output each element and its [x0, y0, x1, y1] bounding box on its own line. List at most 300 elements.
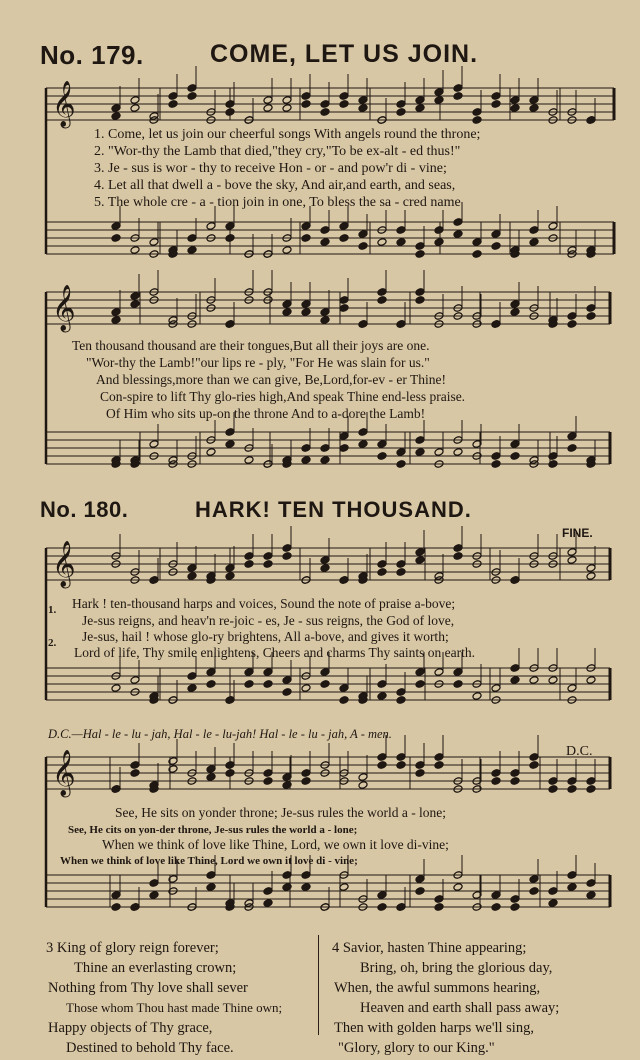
note-head — [244, 560, 254, 569]
note-head — [263, 96, 273, 105]
note-head — [586, 572, 596, 581]
note-head — [415, 556, 425, 565]
note-head — [548, 899, 558, 908]
note-head — [377, 753, 387, 762]
note-head — [491, 92, 501, 101]
note-head — [434, 668, 444, 677]
stanza-line: Thine an everlasting crown; — [74, 960, 237, 976]
note-head — [206, 448, 216, 457]
note-head — [320, 444, 330, 453]
note-head — [415, 761, 425, 770]
note-head — [358, 230, 368, 239]
note-head — [206, 871, 216, 880]
note-head — [396, 568, 406, 577]
note-head — [434, 761, 444, 770]
note-head — [358, 781, 368, 790]
note-head — [282, 300, 292, 309]
treble-clef: 𝄞 — [52, 81, 76, 127]
note-head — [244, 680, 254, 689]
note-head — [548, 777, 558, 786]
note-head — [510, 440, 520, 449]
note-head — [130, 96, 140, 105]
note-head — [567, 871, 577, 880]
note-head — [206, 773, 216, 782]
note-head — [320, 308, 330, 317]
note-head — [586, 116, 596, 125]
note-head — [301, 883, 311, 892]
note-head — [111, 891, 121, 900]
note-head — [187, 672, 197, 681]
note-head — [415, 296, 425, 305]
note-head — [529, 761, 539, 770]
note-head — [434, 238, 444, 247]
note-head — [339, 883, 349, 892]
note-head — [320, 668, 330, 677]
note-head — [567, 312, 577, 321]
note-head — [586, 785, 596, 794]
note-head — [415, 769, 425, 778]
note-head — [301, 92, 311, 101]
note-head — [244, 552, 254, 561]
note-head — [415, 448, 425, 457]
note-head — [472, 692, 482, 701]
note-head — [339, 696, 349, 705]
note-head — [358, 242, 368, 251]
stanza-3 — [46, 938, 282, 1058]
note-head — [510, 300, 520, 309]
stanza-number: 4 — [332, 940, 340, 956]
note-head — [529, 875, 539, 884]
note-head — [491, 452, 501, 461]
note-head — [149, 879, 159, 888]
note-head — [567, 548, 577, 557]
note-head — [358, 96, 368, 105]
treble-clef: 𝄞 — [52, 285, 76, 331]
note-head — [111, 903, 121, 912]
note-head — [510, 452, 520, 461]
note-head — [225, 320, 235, 329]
note-head — [111, 684, 121, 693]
note-head — [510, 576, 520, 585]
note-head — [206, 222, 216, 231]
verse-line: See, He cits on yon-der throne, Je-sus rules the world a - lone; — [68, 824, 358, 836]
stanza-line: "Glory, glory to our King." — [338, 1040, 495, 1056]
verse-line: 3. Je - sus is wor - thy to receive Hon - or - and pow'r di - vine; — [94, 161, 447, 176]
hymn-title: COME, LET US JOIN. — [210, 40, 479, 68]
stanza-line: Bring, oh, bring the glorious day, — [360, 960, 553, 976]
note-head — [434, 226, 444, 235]
note-head — [396, 753, 406, 762]
note-head — [225, 108, 235, 117]
note-head — [491, 903, 501, 912]
hymn-title: HARK! TEN THOUSAND. — [195, 497, 472, 522]
dc-refrain: D.C.—Hal - le - lu - jah, Hal - le - lu-jah! Hal - le - lu - jah, A - men. — [48, 727, 392, 741]
dc-marker: D.C. — [566, 744, 593, 759]
note-head — [567, 777, 577, 786]
note-head — [111, 112, 121, 121]
note-head — [586, 304, 596, 313]
note-head — [225, 769, 235, 778]
verse-line: Je-sus, hail ! whose glo-ry brightens, All a-bove, and gives it worth; — [82, 629, 449, 644]
note-head — [396, 100, 406, 109]
note-head — [339, 100, 349, 109]
column-divider — [318, 935, 319, 1035]
verse-line: "Wor-thy the Lamb!"our lips re - ply, "For He was slain for us." — [86, 355, 430, 370]
note-head — [339, 444, 349, 453]
note-head — [320, 564, 330, 573]
note-head — [396, 320, 406, 329]
note-head — [453, 552, 463, 561]
note-head — [434, 753, 444, 762]
verse-line: See, He sits on yonder throne; Je-sus rules the world a - lone; — [115, 805, 447, 820]
verse-number: 2. — [48, 637, 57, 649]
treble-clef: 𝄞 — [52, 541, 76, 587]
stanza-line: Heaven and earth shall pass away; — [360, 1000, 560, 1016]
note-head — [187, 684, 197, 693]
note-head — [510, 96, 520, 105]
note-head — [529, 96, 539, 105]
note-head — [567, 684, 577, 693]
stanza-line: Nothing from Thy love shall sever — [48, 980, 248, 996]
note-head — [529, 753, 539, 762]
note-head — [491, 684, 501, 693]
note-head — [263, 560, 273, 569]
note-head — [377, 761, 387, 770]
note-head — [263, 777, 273, 786]
note-head — [548, 887, 558, 896]
note-head — [586, 879, 596, 888]
note-head — [225, 440, 235, 449]
note-head — [529, 238, 539, 247]
note-head — [529, 676, 539, 685]
verse-line: Je-sus reigns, and heav'n re-joic - es, Je - sus reigns, the God of love, — [82, 613, 455, 628]
note-head — [282, 552, 292, 561]
note-head — [149, 440, 159, 449]
note-head — [282, 104, 292, 113]
note-head — [301, 222, 311, 231]
verse-line: When we think of love like Thine, Lord, we own it love di-vine; — [102, 837, 449, 852]
note-head — [320, 556, 330, 565]
note-head — [491, 769, 501, 778]
note-head — [510, 903, 520, 912]
note-head — [567, 444, 577, 453]
note-head — [339, 296, 349, 305]
note-head — [510, 895, 520, 904]
note-head — [491, 242, 501, 251]
note-head — [301, 308, 311, 317]
note-head — [263, 668, 273, 677]
note-head — [453, 883, 463, 892]
note-head — [453, 544, 463, 553]
note-head — [472, 116, 482, 125]
note-head — [586, 564, 596, 573]
note-head — [491, 460, 501, 469]
verse-line: And blessings,more than we can give, Be,Lord,for-ev - er Thine! — [96, 372, 446, 387]
note-head — [548, 785, 558, 794]
note-head — [358, 428, 368, 437]
note-head — [396, 761, 406, 770]
note-head — [130, 292, 140, 301]
note-head — [282, 676, 292, 685]
note-head — [320, 680, 330, 689]
note-head — [434, 448, 444, 457]
note-head — [187, 92, 197, 101]
note-head — [453, 448, 463, 457]
note-head — [472, 238, 482, 247]
note-head — [434, 895, 444, 904]
note-head — [339, 222, 349, 231]
note-head — [111, 316, 121, 325]
note-head — [415, 548, 425, 557]
note-head — [377, 288, 387, 297]
treble-clef: 𝄞 — [52, 750, 76, 796]
note-head — [415, 887, 425, 896]
note-head — [491, 320, 501, 329]
note-head — [358, 773, 368, 782]
note-head — [567, 320, 577, 329]
note-head — [396, 460, 406, 469]
note-head — [282, 96, 292, 105]
note-head — [453, 680, 463, 689]
note-head — [263, 680, 273, 689]
note-head — [415, 680, 425, 689]
note-head — [149, 576, 159, 585]
note-head — [301, 871, 311, 880]
verse-line: Of Him who sits up-on the throne And to a-dore the Lamb! — [106, 406, 426, 421]
note-head — [510, 777, 520, 786]
note-head — [510, 308, 520, 317]
verse-number: 1. — [48, 604, 57, 616]
stanza-line: Happy objects of Thy grace, — [48, 1020, 213, 1036]
note-head — [301, 777, 311, 786]
stanza-line: When, the awful summons hearing, — [334, 980, 541, 996]
note-head — [225, 696, 235, 705]
verse-line: When we think of love like Thine, Lord we own it love di - vine; — [60, 855, 358, 867]
note-head — [396, 238, 406, 247]
note-head — [453, 92, 463, 101]
stanza-line: 3 King of glory reign forever; — [46, 940, 219, 956]
note-head — [225, 572, 235, 581]
note-head — [586, 676, 596, 685]
note-head — [377, 452, 387, 461]
note-head — [491, 891, 501, 900]
note-head — [567, 556, 577, 565]
note-head — [187, 564, 197, 573]
note-head — [244, 456, 254, 465]
note-head — [206, 883, 216, 892]
verse-line: 5. The whole cre - a - tion join in one, To bless the sa - cred name — [94, 195, 461, 210]
note-head — [320, 456, 330, 465]
note-head — [320, 238, 330, 247]
note-head — [415, 436, 425, 445]
note-head — [377, 891, 387, 900]
note-head — [529, 104, 539, 113]
note-head — [396, 688, 406, 697]
note-head — [415, 250, 425, 259]
note-head — [396, 560, 406, 569]
verse-line: 4. Let all that dwell a - bove the sky, And air,and earth, and seas, — [94, 178, 456, 193]
note-head — [111, 785, 121, 794]
note-head — [263, 552, 273, 561]
note-head — [472, 250, 482, 259]
note-head — [244, 668, 254, 677]
note-head — [548, 676, 558, 685]
note-head — [225, 234, 235, 243]
note-head — [206, 668, 216, 677]
hymn-number: No. 180. — [40, 497, 129, 522]
note-head — [491, 230, 501, 239]
verse-line: Lord of life, Thy smile enlightens, Cheers and charms Thy saints on earth. — [74, 645, 476, 660]
stanza-line: Destined to behold Thy face. — [66, 1040, 234, 1056]
note-head — [358, 440, 368, 449]
stanza-line: Then with golden harps we'll sing, — [334, 1020, 534, 1036]
note-head — [339, 576, 349, 585]
note-head — [434, 903, 444, 912]
note-head — [111, 104, 121, 113]
note-head — [225, 564, 235, 573]
note-head — [149, 891, 159, 900]
note-head — [377, 680, 387, 689]
note-head — [263, 769, 273, 778]
note-head — [206, 680, 216, 689]
note-head — [187, 246, 197, 255]
stanza-number: 3 — [46, 940, 54, 956]
note-head — [358, 104, 368, 113]
note-head — [282, 246, 292, 255]
stanza-line: 4 Savior, hasten Thine appearing; — [332, 940, 527, 956]
hymn-number: No. 179. — [40, 40, 144, 70]
note-head — [567, 785, 577, 794]
note-head — [225, 222, 235, 231]
note-head — [491, 100, 501, 109]
note-head — [168, 92, 178, 101]
note-head — [130, 769, 140, 778]
note-head — [415, 96, 425, 105]
note-head — [263, 104, 273, 113]
note-head — [206, 765, 216, 774]
note-head — [529, 887, 539, 896]
note-head — [377, 560, 387, 569]
note-head — [130, 903, 140, 912]
note-head — [282, 308, 292, 317]
note-head — [358, 320, 368, 329]
note-head — [377, 238, 387, 247]
note-head — [491, 777, 501, 786]
fine-marker: FINE. — [562, 526, 593, 540]
note-head — [415, 875, 425, 884]
note-head — [415, 288, 425, 297]
note-head — [111, 308, 121, 317]
note-head — [111, 222, 121, 231]
note-head — [396, 903, 406, 912]
note-head — [396, 226, 406, 235]
note-head — [149, 238, 159, 247]
note-head — [130, 300, 140, 309]
note-head — [377, 296, 387, 305]
note-head — [510, 104, 520, 113]
note-head — [301, 684, 311, 693]
note-head — [301, 444, 311, 453]
note-head — [434, 88, 444, 97]
note-head — [472, 108, 482, 117]
note-head — [187, 234, 197, 243]
note-head — [415, 104, 425, 113]
note-head — [339, 432, 349, 441]
note-head — [453, 218, 463, 227]
note-head — [320, 108, 330, 117]
note-head — [225, 100, 235, 109]
note-head — [396, 696, 406, 705]
note-head — [510, 676, 520, 685]
note-head — [586, 891, 596, 900]
note-head — [339, 234, 349, 243]
note-head — [301, 300, 311, 309]
note-head — [377, 568, 387, 577]
note-head — [130, 761, 140, 770]
stanza-line: Those whom Thou hast made Thine own; — [66, 1000, 283, 1015]
stanza-4 — [332, 938, 559, 1058]
verse-line: 2. "Wor-thy the Lamb that died,"they cry,"To be ex-alt - ed thus!" — [94, 144, 461, 159]
note-head — [453, 84, 463, 93]
note-head — [301, 456, 311, 465]
note-head — [225, 428, 235, 437]
note-head — [339, 684, 349, 693]
verse-line: Hark ! ten-thousand harps and voices, Sound the note of praise a-bove; — [72, 596, 456, 611]
verse-line: Ten thousand thousand are their tongues,But all their joys are one. — [72, 338, 430, 353]
note-head — [377, 440, 387, 449]
note-head — [301, 234, 311, 243]
note-head — [377, 692, 387, 701]
note-head — [567, 883, 577, 892]
note-head — [339, 92, 349, 101]
note-head — [510, 664, 520, 673]
verse-line: 1. Come, let us join our cheerful songs With angels round the throne; — [94, 127, 481, 142]
note-head — [548, 222, 558, 231]
note-head — [320, 226, 330, 235]
verse-line: Con-spire to lift Thy glo-ries high,And speak Thine end-less praise. — [100, 389, 466, 404]
note-head — [111, 234, 121, 243]
note-head — [282, 688, 292, 697]
note-head — [586, 777, 596, 786]
note-head — [339, 304, 349, 313]
note-head — [130, 246, 140, 255]
note-head — [282, 544, 292, 553]
note-head — [320, 100, 330, 109]
note-head — [453, 668, 463, 677]
note-head — [301, 100, 311, 109]
note-head — [130, 104, 140, 113]
note-head — [586, 312, 596, 321]
note-head — [415, 668, 425, 677]
note-head — [377, 903, 387, 912]
note-head — [320, 316, 330, 325]
note-head — [396, 108, 406, 117]
note-head — [434, 96, 444, 105]
note-head — [301, 769, 311, 778]
note-head — [529, 226, 539, 235]
note-head — [263, 887, 273, 896]
note-head — [263, 899, 273, 908]
note-head — [415, 242, 425, 251]
note-head — [168, 100, 178, 109]
note-head — [130, 676, 140, 685]
note-head — [396, 448, 406, 457]
note-head — [187, 572, 197, 581]
note-head — [567, 432, 577, 441]
note-head — [453, 230, 463, 239]
note-head — [225, 761, 235, 770]
note-head — [187, 84, 197, 93]
